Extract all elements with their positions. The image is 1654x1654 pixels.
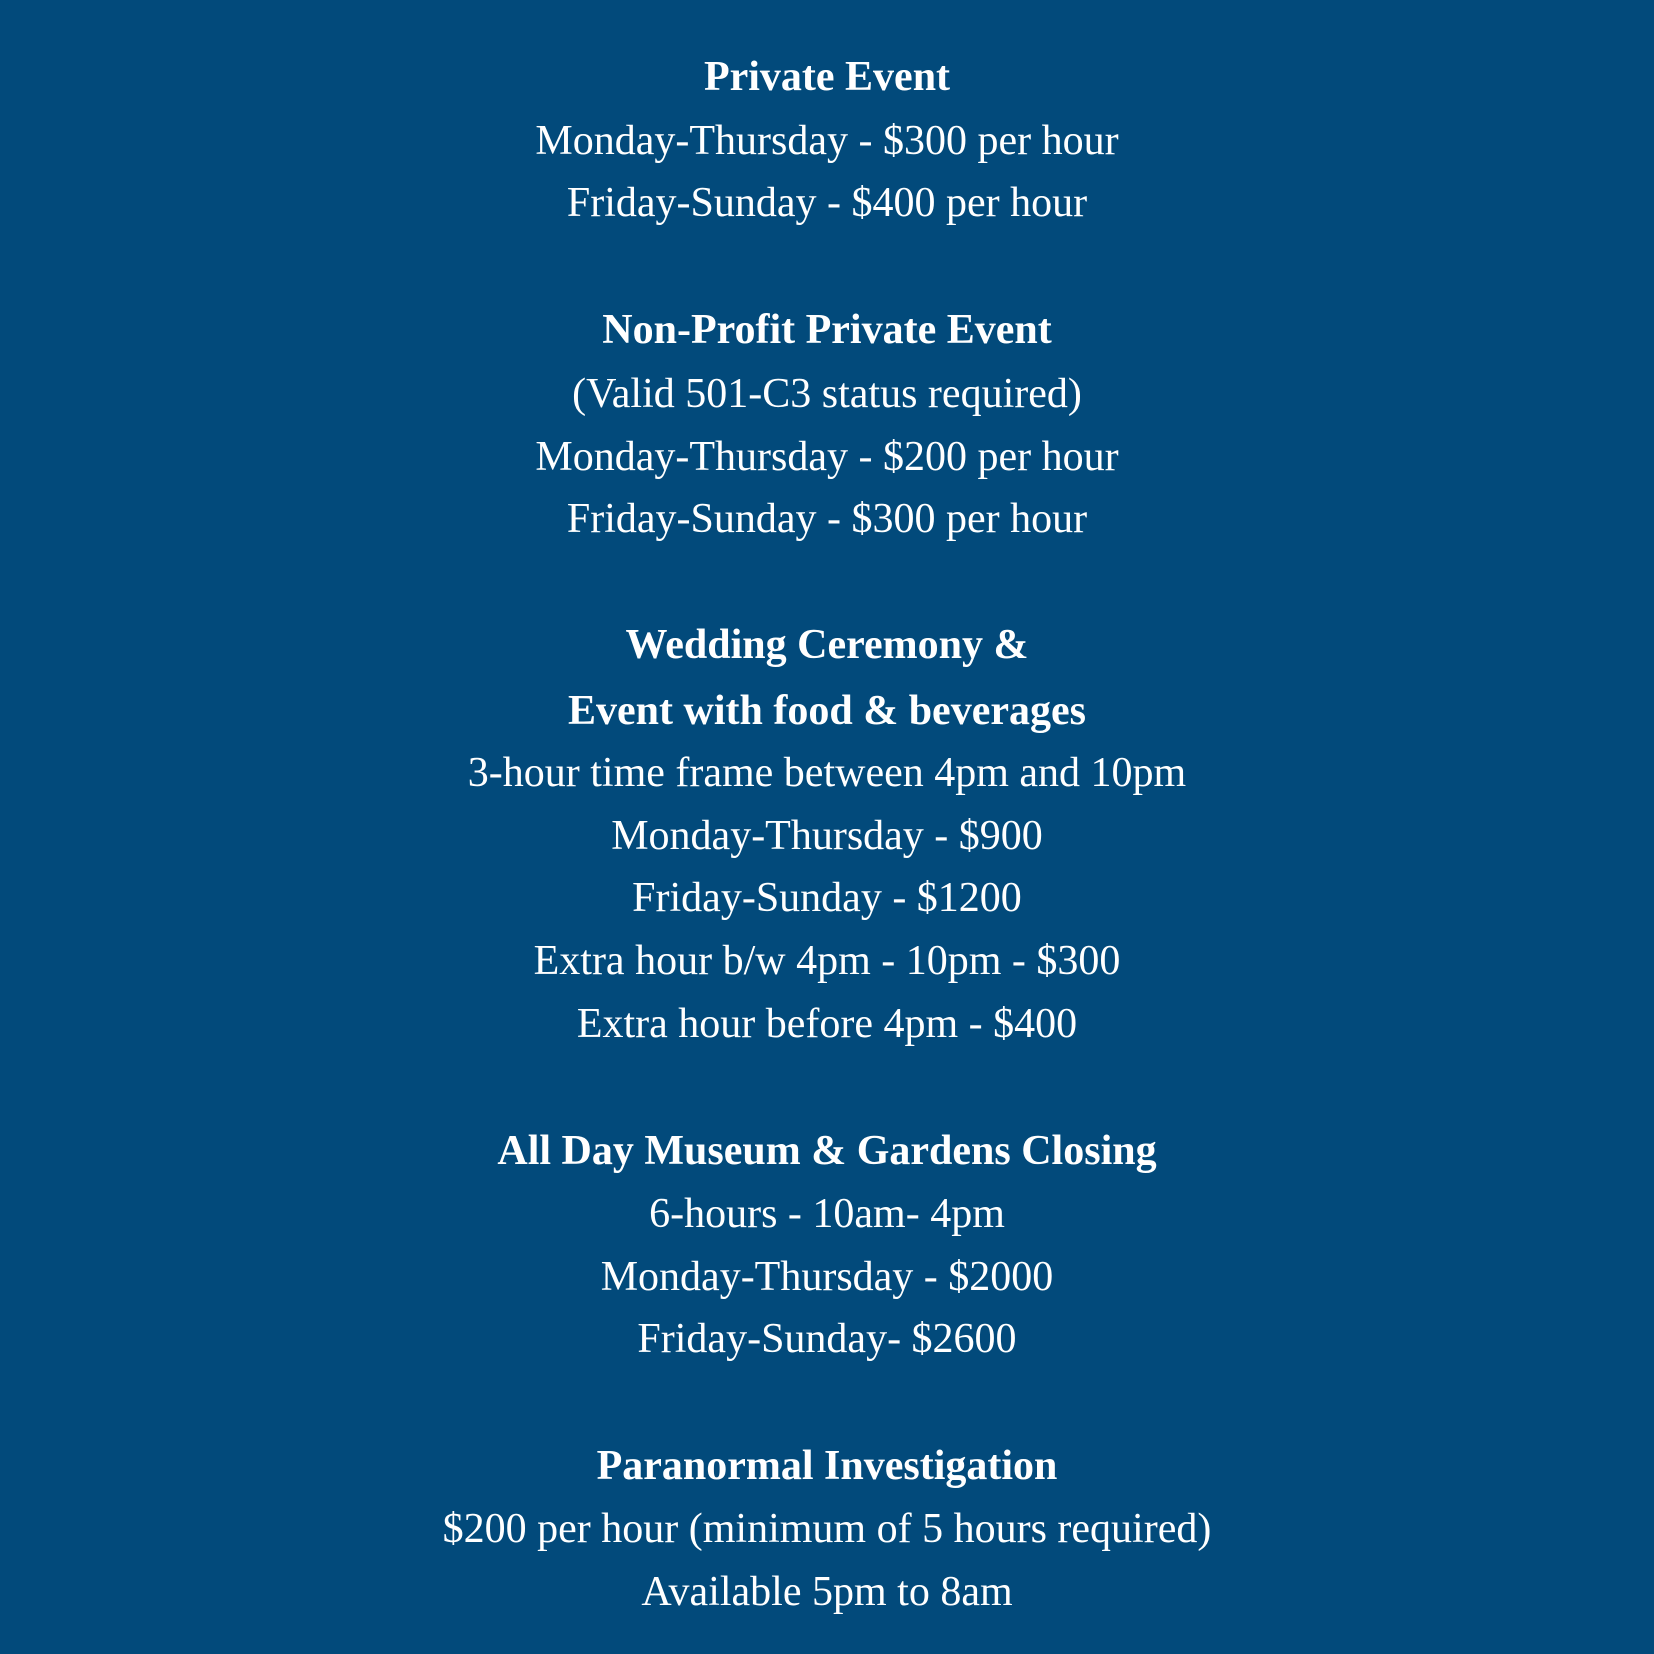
paranormal-investigation-title: Paranormal Investigation	[596, 1443, 1058, 1489]
private-event-weekend-price: Friday-Sunday - $400 per hour	[566, 180, 1088, 226]
all-day-closing-title: All Day Museum & Gardens Closing	[497, 1128, 1157, 1174]
wedding-extra-hour-evening-price: Extra hour b/w 4pm - 10pm - $300	[533, 938, 1121, 984]
wedding-title-line-1: Wedding Ceremony &	[625, 622, 1029, 668]
wedding-time-frame: 3-hour time frame between 4pm and 10pm	[467, 750, 1187, 796]
nonprofit-status-requirement: (Valid 501-C3 status required)	[572, 371, 1082, 417]
paranormal-availability: Available 5pm to 8am	[641, 1569, 1013, 1615]
all-day-closing-weekend-price: Friday-Sunday- $2600	[637, 1316, 1017, 1362]
wedding-title-line-2: Event with food & beverages	[568, 688, 1086, 734]
nonprofit-weekend-price: Friday-Sunday - $300 per hour	[566, 496, 1088, 542]
wedding-weekend-price: Friday-Sunday - $1200	[632, 875, 1022, 921]
nonprofit-private-event-title: Non-Profit Private Event	[602, 307, 1052, 353]
wedding-extra-hour-early-price: Extra hour before 4pm - $400	[576, 1001, 1078, 1047]
paranormal-hourly-price: $200 per hour (minimum of 5 hours required)	[442, 1506, 1212, 1552]
private-event-weekday-price: Monday-Thursday - $300 per hour	[535, 118, 1119, 164]
wedding-weekday-price: Monday-Thursday - $900	[611, 813, 1043, 859]
all-day-closing-weekday-price: Monday-Thursday - $2000	[600, 1254, 1054, 1300]
nonprofit-weekday-price: Monday-Thursday - $200 per hour	[535, 434, 1119, 480]
all-day-closing-hours: 6-hours - 10am- 4pm	[649, 1191, 1005, 1237]
private-event-title: Private Event	[703, 54, 951, 100]
